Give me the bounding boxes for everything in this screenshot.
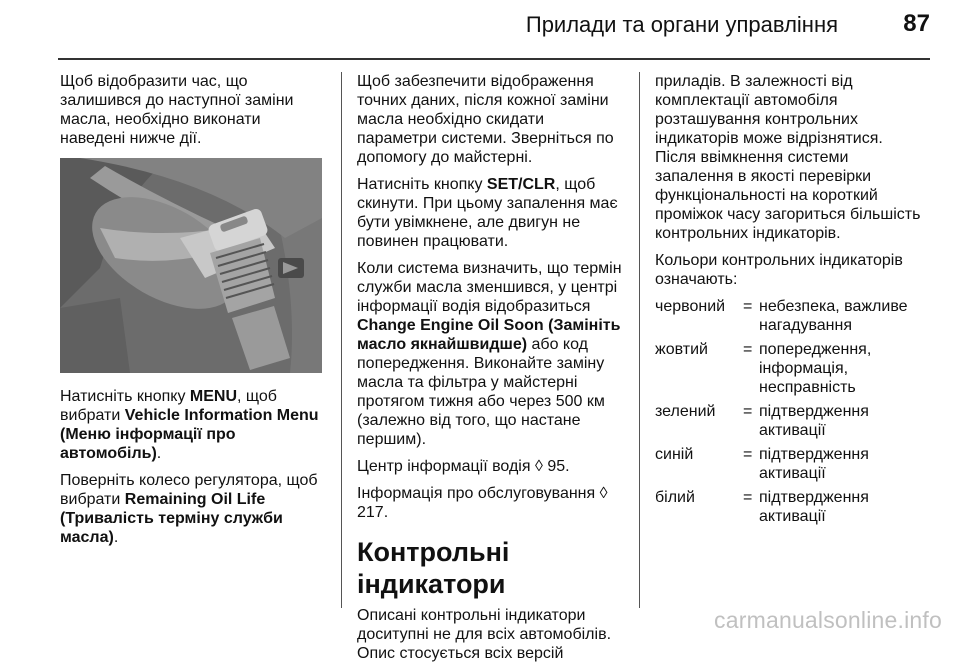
watermark: carmanualsonline.info	[714, 607, 942, 633]
remaining-oil-life-label: Remaining Oil Life (Тривалість терміну служби масла)	[60, 491, 283, 546]
header-divider	[58, 58, 930, 60]
page-header-title: Прилади та органи управління	[525, 12, 838, 37]
legend-row: білий = підтвердження активації	[655, 489, 869, 525]
colors-intro-paragraph: Кольори контрольних індикаторів означають:	[655, 252, 903, 288]
indicators-continued-paragraph: приладів. В залежності від комплектації автомобіля розташування контрольних індикаторів може відрізнятися. Після ввімкнення системи запалення в якості перевірки функціональності на короткий проміжок часу загориться більшість контрольних індикаторів.	[655, 73, 921, 242]
indicators-intro-paragraph: Описані контрольні індикатори доситупні не для всіх автомобілів. Опис стосується всіх версій	[357, 607, 612, 662]
turn-signal-stalk-icon	[60, 158, 322, 373]
intro-paragraph: Щоб відобразити час, що залишився до наступної заміни масла, необхідно виконати наведені нижче дії.	[60, 73, 294, 147]
legend-row: жовтий = попередження, інформація, несправність	[655, 341, 872, 396]
set-clr-button-label: SET/CLR	[486, 176, 556, 193]
driver-info-reference: Центр інформації водія ◊ 95.	[357, 458, 570, 475]
stalk-illustration	[60, 158, 322, 373]
section-heading: Контрольні індикатори	[357, 537, 510, 599]
change-oil-message: Change Engine Oil Soon (Замініть масло якнайшвидше)	[357, 317, 621, 353]
column-left	[60, 72, 328, 555]
vehicle-info-menu-label: Vehicle Information Menu (Меню інформації про автомобіль)	[60, 407, 319, 462]
column-divider	[341, 72, 342, 608]
set-clr-paragraph: Натисніть кнопку SET/CLR, щоб скинути. При цьому запалення має бути увімкнене, але двигун не повинен працювати.	[357, 176, 618, 250]
legend-row: червоний = небезпека, важливе нагадування	[655, 298, 908, 334]
legend-row: зелений = підтвердження активації	[655, 403, 869, 439]
service-info-reference: Інформація про обслуговування ◊ 217.	[357, 485, 608, 521]
page-number: 87	[903, 10, 930, 37]
column-divider	[639, 72, 640, 608]
reset-paragraph: Щоб забезпечити відображення точних даних, після кожної заміни масла необхідно скидати параметри системи. Зверніться по допомогу до майстерні.	[357, 73, 614, 166]
step-menu-paragraph: Натисніть кнопку MENU, щоб вибрати Vehicle Information Menu (Меню інформації про автомобіль).	[60, 388, 319, 462]
color-legend	[655, 297, 927, 526]
legend-row: синій = підтвердження активації	[655, 446, 869, 482]
column-right	[655, 72, 927, 531]
column-middle	[357, 72, 625, 671]
menu-button-label: MENU	[189, 388, 237, 405]
warning-paragraph: Коли система визначить, що термін служби масла зменшився, у центрі інформації водія відобразиться Change Engine Oil Soon (Замініть масло якнайшвидше) або код попередження. Виконайте заміну масла та фільтра у майстерні протягом тижня або через 500 км (залежно від того, що настане першим).	[357, 260, 622, 448]
step-oil-life-paragraph: Поверніть колесо регулятора, щоб вибрати Remaining Oil Life (Тривалість терміну служби масла).	[60, 472, 318, 546]
